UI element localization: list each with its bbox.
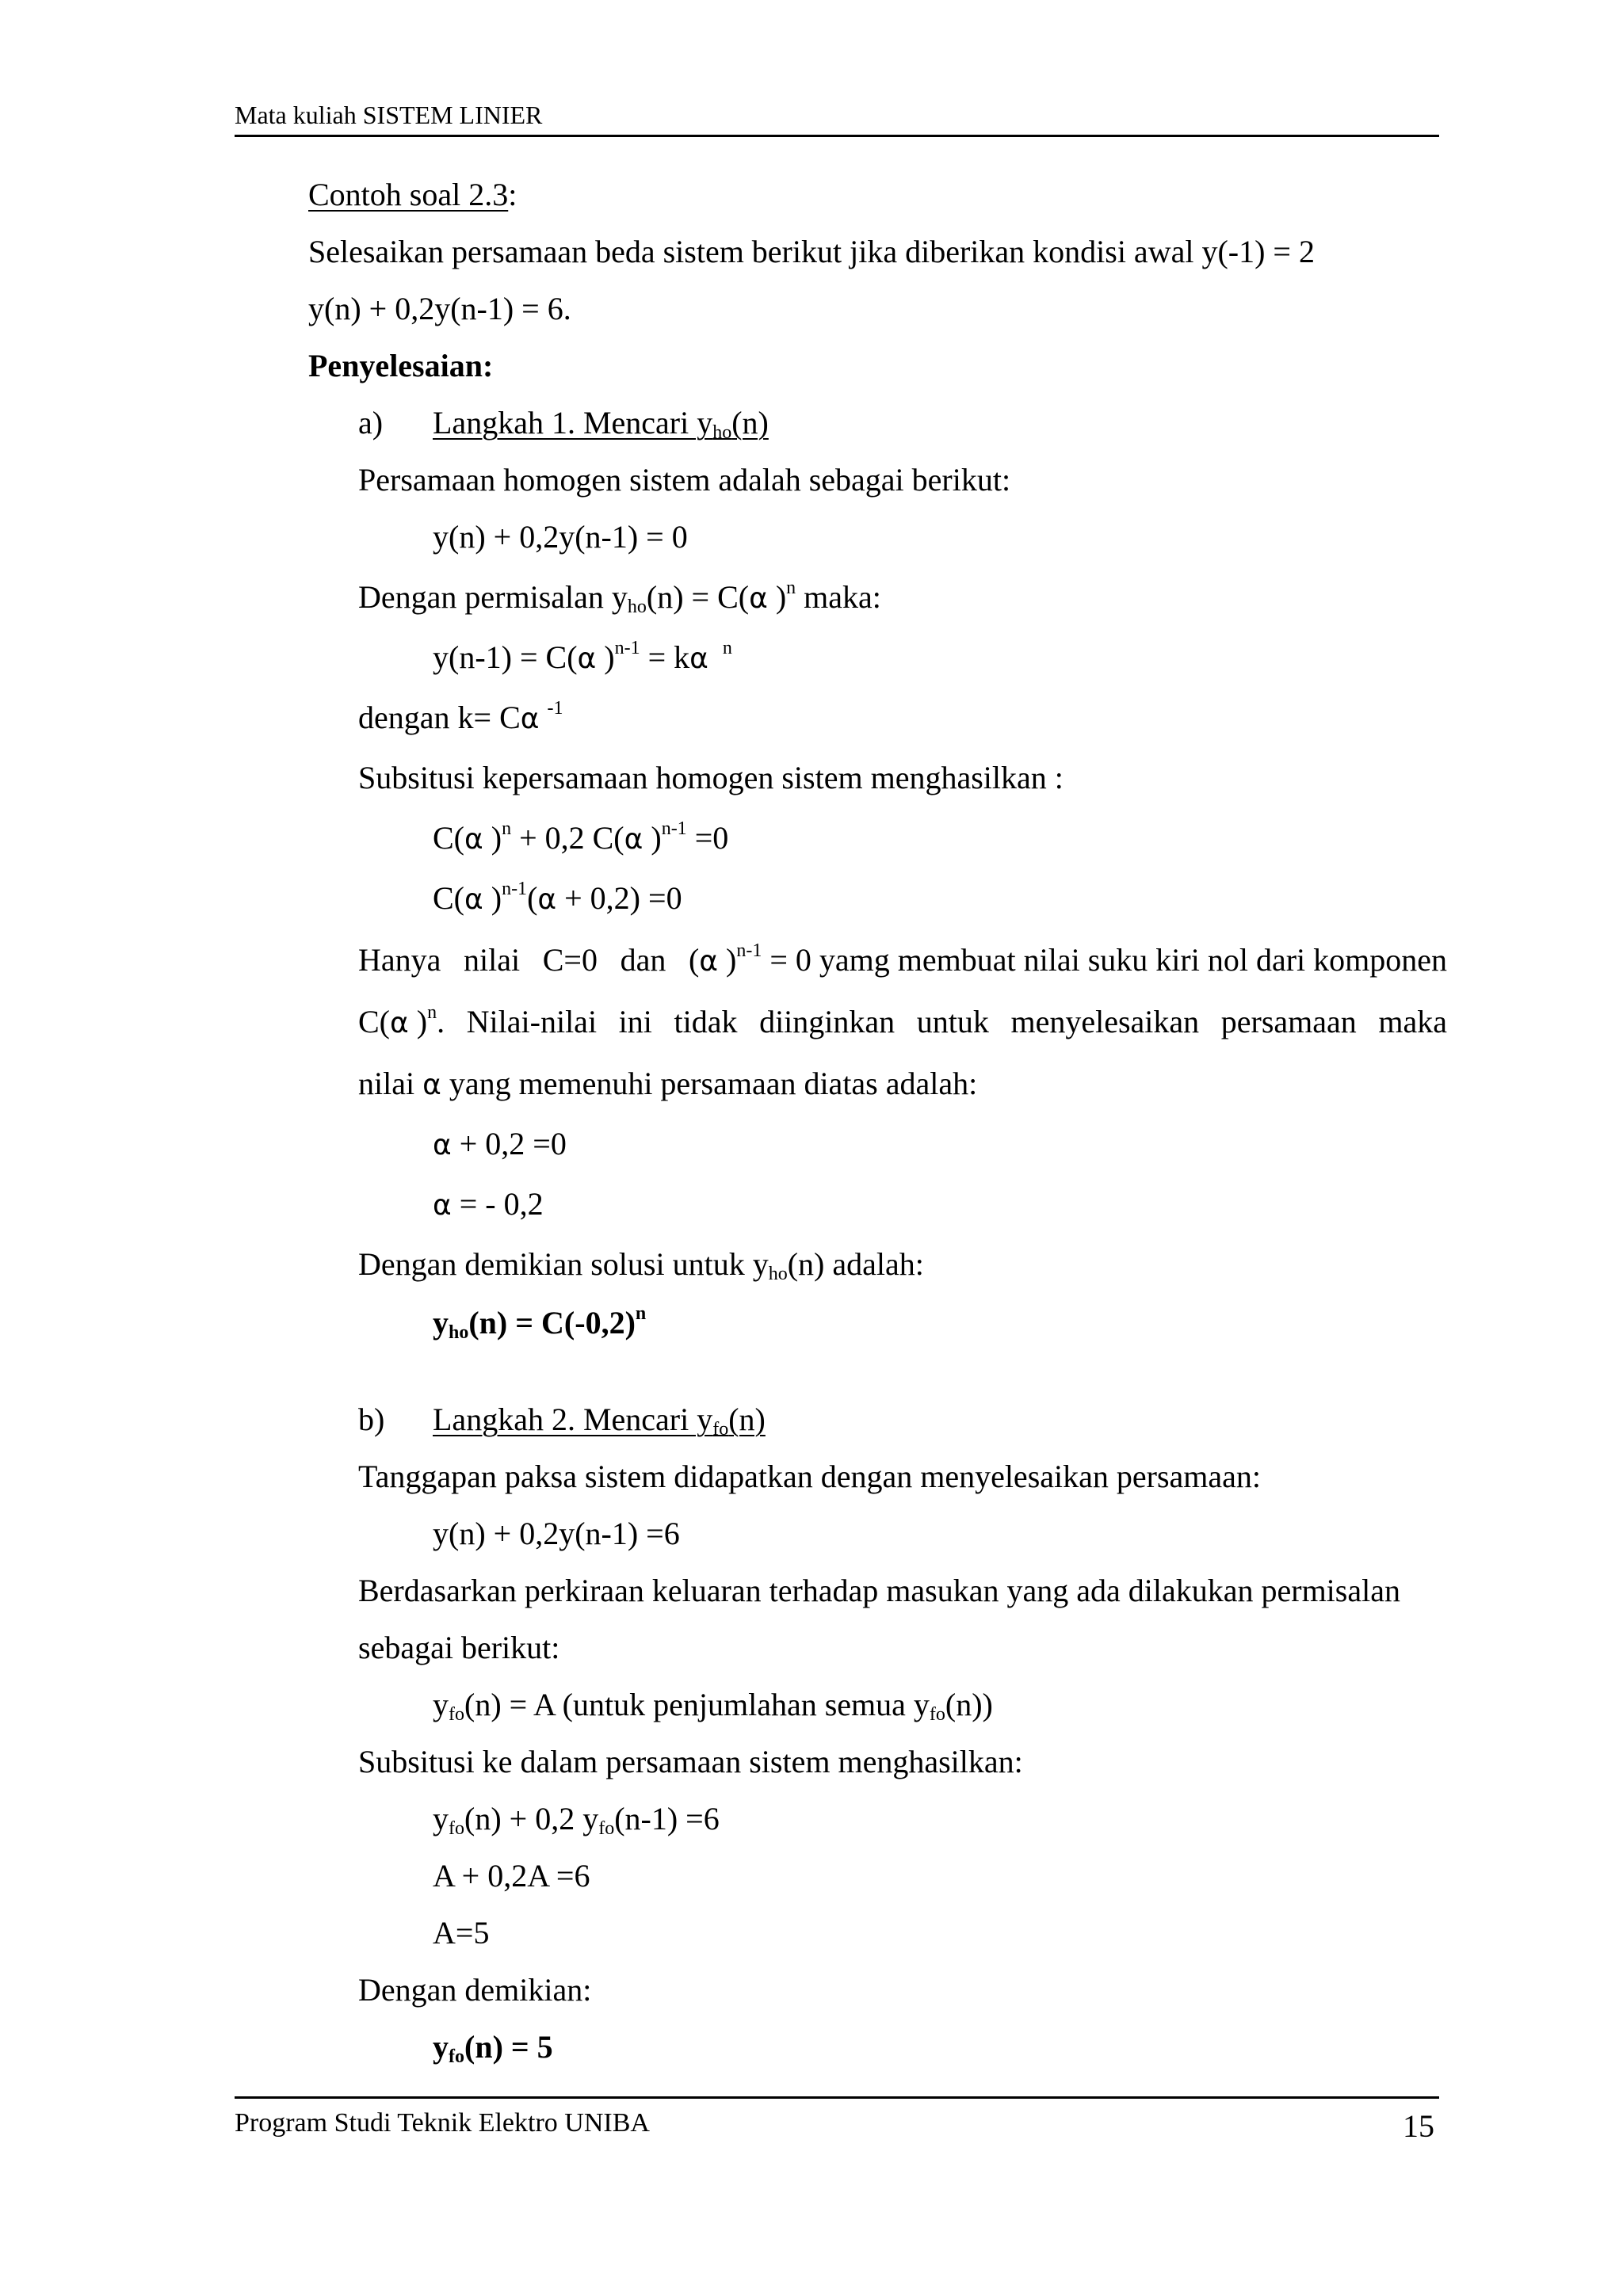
equation-substituted: $y_{fo}(n) + 0,2$ $y_{fo}(n-1) =6$ (433, 1801, 720, 1839)
footer-rule (235, 2096, 1439, 2099)
step-b-result: $y_{fo}(n) = 5$ (433, 2029, 553, 2067)
running-footer: Program Studi Teknik Elektro UNIBA (235, 2108, 650, 2138)
equation-homogeneous: y(n) + 0,2y(n-1) = 0 (433, 519, 688, 555)
equation-alpha-1: α + 0,2 =0 (433, 1126, 567, 1161)
step-a-text-5: Dengan demikian solusi untuk $y_{ho}(n)$ adalah: (358, 1246, 924, 1284)
step-a-text-1: Persamaan homogen sistem adalah sebagai berikut: (358, 462, 1011, 498)
problem-line-1: Selesaikan persamaan beda sistem berikut jika diberikan kondisi awal y(-1) = 2 (308, 234, 1315, 269)
example-title-text: Contoh soal 2.3 (308, 177, 509, 212)
equation-forced: y(n) + 0,2y(n-1) =6 (433, 1516, 680, 1551)
header-rule (235, 135, 1439, 137)
step-b-text-5: Dengan demikian: (358, 1972, 592, 2008)
step-a-heading (358, 404, 769, 442)
step-b-text-4: Subsitusi ke dalam persamaan sistem menghasilkan: (358, 1744, 1023, 1779)
step-b-label: b) (358, 1402, 385, 1437)
step-b-text-3: sebagai berikut: (358, 1630, 560, 1665)
paragraph-line-1: Hanya nilai C=0 dan (α )$^{n-1}$ = 0 yamg membuat nilai suku kiri nol dari komponen (358, 940, 1447, 978)
equation-a-sum: A + 0,2A =6 (433, 1858, 590, 1894)
step-a-text-2: Dengan permisalan $y_{ho}(n) = C(\alpha$ )$^n$ maka: (358, 578, 881, 617)
equation-characteristic-2: C(α )$^{n-1}$(α + 0,2) =0 (433, 879, 682, 916)
step-a-text-4: Subsitusi kepersamaan homogen sistem menghasilkan : (358, 760, 1064, 795)
step-b-heading (358, 1401, 766, 1439)
page-number: 15 (1403, 2108, 1434, 2144)
step-b-title: Langkah 2. Mencari $y_{fo}(n)$ (433, 1402, 766, 1440)
step-a-result: $y_{ho}(n) = C(-0,2)^n$ (433, 1303, 647, 1343)
equation-substitution: y(n-1) = C(α )$^{n-1}$ = kα $^n$ (433, 638, 732, 675)
example-title: Contoh soal 2.3: (308, 177, 517, 212)
equation-characteristic-1: C(α )$^n$ + 0,2 C(α )$^{n-1}$ =0 (433, 818, 729, 856)
step-a-title: Langkah 1. Mencari $y_{ho}(n)$ (433, 405, 769, 443)
solution-heading: Penyelesaian: (308, 348, 494, 383)
equation-alpha-2: α = - 0,2 (433, 1186, 544, 1222)
running-header: Mata kuliah SISTEM LINIER (235, 101, 543, 129)
step-a-text-3: dengan k= Cα $^{-1}$ (358, 698, 563, 735)
equation-guess: $y_{fo}(n) = A$ (untuk penjumlahan semua $y_{fo}(n)$) (433, 1687, 993, 1725)
step-b-text-1: Tanggapan paksa sistem didapatkan dengan menyelesaikan persamaan: (358, 1459, 1262, 1494)
step-a-label: a) (358, 405, 384, 441)
paragraph-line-3: nilai α yang memenuhi persamaan diatas adalah: (358, 1066, 978, 1101)
equation-a-value: A=5 (433, 1915, 490, 1951)
step-b-text-2: Berdasarkan perkiraan keluaran terhadap masukan yang ada dilakukan permisalan (358, 1573, 1400, 1608)
problem-line-2: y(n) + 0,2y(n-1) = 6. (308, 291, 571, 326)
paragraph-line-2: C(α )$^n$. Nilai-nilai ini tidak diinginkan untuk menyelesaikan persamaan maka (358, 1002, 1447, 1039)
